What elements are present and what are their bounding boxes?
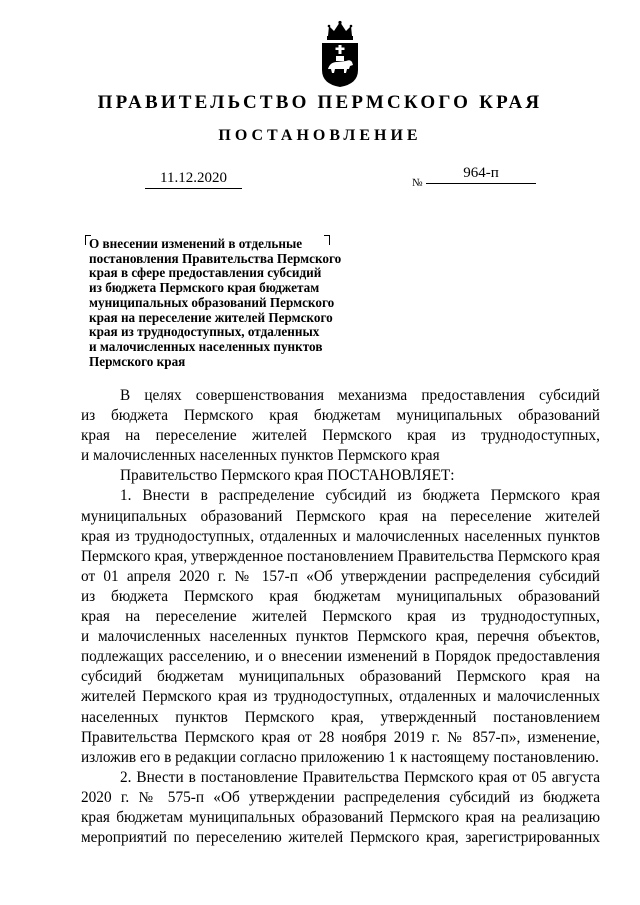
subject-line: и малочисленных населенных пунктов	[89, 338, 323, 354]
government-name: ПРАВИТЕЛЬСТВО ПЕРМСКОГО КРАЯ	[97, 92, 543, 113]
body-line: В целях совершенствования механизма предоставления субсидий	[120, 387, 600, 404]
body-line: муниципальных образований Пермского края на переселение жителей	[81, 507, 600, 525]
body-line: субсидий бюджетам муниципальных образований Пермского края на	[81, 668, 600, 686]
document-date: 11.12.2020	[145, 169, 242, 189]
subject-line: постановления Правительства Пермского	[89, 250, 342, 266]
document-number: 964-п	[426, 164, 536, 184]
subject-line: из бюджета Пермского края бюджетам	[89, 280, 320, 296]
number-sign: №	[412, 177, 423, 189]
body-line: 2020 г. № 575-п «Об утверждении распределения субсидий из бюджета	[81, 788, 600, 806]
body-line: Пермского края, утвержденное постановлением Правительства Пермского края	[81, 547, 600, 565]
body-line: 1. Внести в распределение субсидий из бюджета Пермского края	[120, 487, 600, 505]
body-line: из бюджета Пермского края бюджетам муниципальных образований	[81, 587, 600, 605]
body-line: Правительство Пермского края ПОСТАНОВЛЯЕТ:	[120, 467, 455, 485]
subject-line: О внесении изменений в отдельные	[89, 236, 303, 251]
body-line: подлежащих расселению, и о внесении изменений в Порядок предоставления	[81, 648, 600, 666]
document-type: ПОСТАНОВЛЕНИЕ	[218, 127, 422, 144]
body-line: и малочисленных населенных пунктов Пермского края	[81, 447, 440, 465]
body-line: от 01 апреля 2020 г. № 157-п «Об утверждении распределения субсидий	[81, 567, 600, 585]
body-line: края из труднодоступных, отдаленных и малочисленных населенных пунктов	[81, 527, 600, 545]
body-line: мероприятий по переселению жителей Пермского края, зарегистрированных	[81, 829, 600, 847]
subject-line: края из труднодоступных, отдаленных	[89, 324, 320, 340]
body-line: из бюджета Пермского края бюджетам муниципальных образований	[81, 407, 600, 425]
coat-of-arms-emblem	[319, 20, 361, 88]
body-line: жителей Пермского края из труднодоступных, отдаленных и малочисленных	[81, 688, 600, 706]
body-line: и малочисленных населенных пунктов Пермского края, перечня объектов,	[81, 628, 600, 646]
body-line: населенных пунктов Пермского края, утвержденный постановлением	[81, 708, 600, 726]
subject-line: Пермского края	[89, 353, 186, 369]
body-line: края на переселение жителей Пермского края из труднодоступных,	[81, 608, 600, 626]
body-line: края бюджетам муниципальных образований Пермского края на реализацию	[81, 808, 600, 826]
body-line: края на переселение жителей Пермского края из труднодоступных,	[81, 427, 600, 445]
body-line: 2. Внести в постановление Правительства Пермского края от 05 августа	[120, 768, 600, 786]
subject-line: края в сфере предоставления субсидий	[89, 265, 322, 281]
subject-line: края на переселение жителей Пермского	[89, 309, 333, 325]
body-line: Правительства Пермского края от 28 ноября 2019 г. № 857-п», изменение,	[81, 728, 600, 746]
body-line: изложив его в редакции согласно приложению 1 к настоящему постановлению.	[81, 748, 599, 766]
document-body	[81, 386, 600, 848]
subject-line: муниципальных образований Пермского	[89, 294, 335, 310]
document-subject	[89, 237, 389, 369]
